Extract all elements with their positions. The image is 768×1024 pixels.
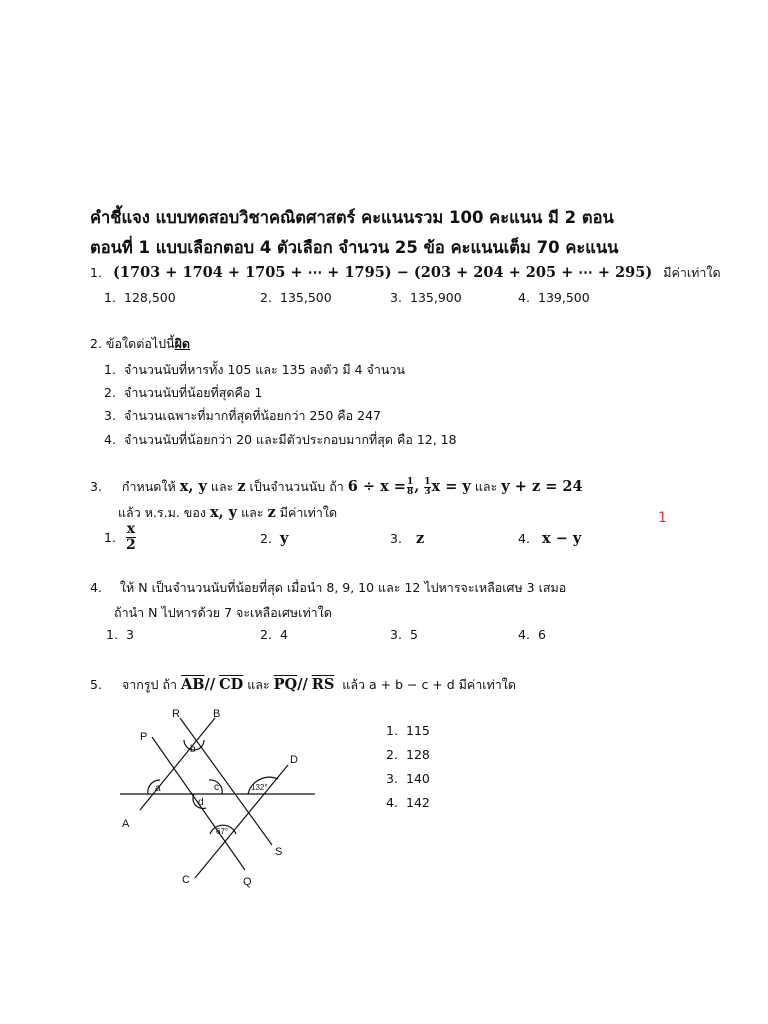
- option-text: 4: [280, 627, 288, 642]
- margin-score-mark: 1: [658, 510, 667, 526]
- q5-tail: แล้ว a + b − c + d มีค่าเท่าใด: [342, 677, 517, 692]
- angle-b-label: b: [190, 744, 196, 755]
- q3-and2: และ: [474, 479, 498, 494]
- option-number: 2.: [386, 747, 398, 762]
- label-b: B: [213, 708, 221, 720]
- q3-option[interactable]: [390, 530, 424, 547]
- q3-mid: เป็นจำนวนนับ ถ้า: [249, 479, 344, 494]
- q5-option[interactable]: [386, 795, 430, 810]
- q3-vars: x, y: [179, 478, 207, 495]
- instructions-line: คำชี้แจง แบบทดสอบวิชาคณิตศาสตร์ คะแนนรวม 100 คะแนน มี 2 ตอน: [90, 208, 614, 227]
- q1-expression: (1703 + 1704 + 1705 + ⋯ + 1795) − (203 + 204 + 205 + ⋯ + 295): [113, 264, 653, 281]
- q3-and: และ: [210, 479, 234, 494]
- question-1: [90, 262, 721, 283]
- question-number: 3.: [90, 479, 102, 494]
- q2-option[interactable]: [104, 430, 457, 450]
- option-text: 6: [538, 627, 546, 642]
- q1-option[interactable]: [390, 290, 462, 305]
- q2-option[interactable]: [104, 406, 381, 426]
- parallel-symbol: //: [297, 676, 308, 693]
- q2-option[interactable]: [104, 360, 405, 380]
- q3-line2-and: และ: [241, 505, 264, 520]
- segment-rs: $\overline{RS}$: [311, 676, 335, 693]
- q3-option[interactable]: [518, 530, 581, 547]
- q5-intro: จากรูป ถ้า: [121, 677, 178, 692]
- q3-option[interactable]: [104, 522, 136, 552]
- question-number: 4.: [90, 580, 102, 595]
- segment-ab: $\overline{AB}$: [181, 676, 205, 693]
- q5-option[interactable]: [386, 771, 430, 786]
- option-text: 115: [406, 723, 430, 738]
- option-number: 1.: [104, 362, 116, 377]
- frac-num: 1: [424, 477, 431, 487]
- option-text: จำนวนนับที่น้อยกว่า 20 และมีตัวประกอบมากที่สุด คือ 12, 18: [124, 432, 457, 447]
- question-5: [90, 675, 516, 695]
- question-3: [90, 477, 583, 497]
- angle-a-label: a: [155, 783, 161, 794]
- option-number: 1.: [106, 627, 118, 642]
- option-number: 3.: [390, 290, 402, 305]
- label-s: S: [275, 846, 283, 858]
- fraction-x-over-2: [126, 522, 136, 552]
- q4-line1: ให้ N เป็นจำนวนนับที่น้อยที่สุด เมื่อนำ 8, 9, 10 และ 12 ไปหารจะเหลือเศษ 3 เสมอ: [119, 580, 567, 595]
- q3-line2-text: แล้ว ห.ร.ม. ของ: [118, 505, 206, 520]
- q3-line2-vars: x, y: [209, 504, 238, 521]
- q4-option[interactable]: [390, 627, 418, 642]
- option-text: จำนวนนับที่น้อยที่สุดคือ 1: [124, 385, 263, 400]
- option-number: 3.: [390, 627, 402, 642]
- q1-option[interactable]: [104, 290, 176, 305]
- option-text: x − y: [542, 530, 582, 547]
- option-text: 135,500: [280, 290, 332, 305]
- angle-132-label: 132°: [251, 783, 268, 792]
- angle-c-label: c: [214, 782, 219, 793]
- fraction-one-eighth: [407, 478, 413, 497]
- option-text: 135,900: [410, 290, 462, 305]
- segment-cd: $\overline{CD}$: [219, 676, 244, 693]
- line-ab: [140, 718, 215, 810]
- option-text: 140: [406, 771, 430, 786]
- option-number: 4.: [104, 432, 116, 447]
- q3-option[interactable]: [260, 530, 288, 547]
- label-d: D: [290, 754, 298, 766]
- q3-eq1: 6 ÷ x =: [347, 478, 406, 495]
- question-2: [90, 334, 190, 354]
- angle-d-label: d: [198, 797, 204, 808]
- option-number: 2.: [260, 627, 272, 642]
- option-number: 3.: [104, 408, 116, 423]
- line-cd: [195, 765, 288, 878]
- option-number: 4.: [386, 795, 398, 810]
- q3-line2: [118, 503, 337, 523]
- angle-67-label: 67°: [216, 827, 229, 836]
- q4-option[interactable]: [106, 627, 134, 642]
- option-text: y: [280, 530, 289, 547]
- option-number: 2.: [260, 531, 272, 546]
- option-text: z: [416, 530, 425, 547]
- option-number: 1.: [104, 290, 116, 305]
- q2-emphasis: ผิด: [174, 336, 191, 351]
- option-text: 128,500: [124, 290, 176, 305]
- q4-option[interactable]: [518, 627, 546, 642]
- option-number: 4.: [518, 627, 530, 642]
- question-number: 1.: [90, 265, 102, 280]
- geometry-figure: [110, 700, 330, 895]
- frac-den: 2: [126, 536, 136, 553]
- q4-option[interactable]: [260, 627, 288, 642]
- option-text: 142: [406, 795, 430, 810]
- question-number: 5.: [90, 677, 102, 692]
- q5-option[interactable]: [386, 723, 430, 738]
- q3-line2-tail: มีค่าเท่าใด: [279, 505, 338, 520]
- option-number: 3.: [390, 531, 402, 546]
- q3-line2-z: z: [267, 504, 276, 521]
- label-a: A: [122, 818, 130, 830]
- segment-pq: $\overline{PQ}$: [273, 676, 298, 693]
- question-4: [90, 578, 566, 598]
- option-number: 1.: [386, 723, 398, 738]
- frac-num: x: [126, 521, 136, 537]
- q3-eq3: y + z = 24: [501, 478, 583, 495]
- label-q: Q: [243, 876, 252, 888]
- label-p: P: [140, 731, 148, 743]
- fraction-one-third: [424, 478, 430, 497]
- option-number: 1.: [104, 529, 116, 545]
- q5-option[interactable]: [386, 747, 430, 762]
- q2-stem: ข้อใดต่อไปนี้: [105, 336, 175, 351]
- q2-option[interactable]: [104, 383, 262, 403]
- option-number: 2.: [104, 385, 116, 400]
- q3-comma: ,: [414, 478, 420, 495]
- option-text: 5: [410, 627, 418, 642]
- question-number: 2.: [90, 336, 102, 351]
- option-text: 139,500: [538, 290, 590, 305]
- q4-line2: ถ้านำ N ไปหารด้วย 7 จะเหลือเศษเท่าใด: [114, 605, 332, 620]
- option-text: จำนวนเฉพาะที่มากที่สุดที่น้อยกว่า 250 คือ 247: [124, 408, 381, 423]
- option-text: จำนวนนับที่หารทั้ง 105 และ 135 ลงตัว มี 4 จำนวน: [124, 362, 405, 377]
- label-c: C: [182, 874, 190, 886]
- frac-den: 3: [424, 487, 431, 497]
- q3-eq2: x = y: [431, 478, 471, 495]
- frac-num: 1: [406, 477, 414, 487]
- q1-tail: มีค่าเท่าใด: [663, 265, 721, 280]
- option-number: 3.: [386, 771, 398, 786]
- q5-and: และ: [247, 677, 270, 692]
- parallel-symbol: //: [204, 676, 216, 693]
- q1-option[interactable]: [260, 290, 332, 305]
- option-text: 3: [126, 627, 134, 642]
- q3-intro: กำหนดให้: [121, 479, 176, 494]
- option-number: 4.: [518, 531, 530, 546]
- option-number: 2.: [260, 290, 272, 305]
- frac-den: 8: [406, 487, 414, 497]
- option-text: 128: [406, 747, 430, 762]
- q3-z: z: [237, 478, 246, 495]
- option-number: 4.: [518, 290, 530, 305]
- q1-option[interactable]: [518, 290, 590, 305]
- label-r: R: [172, 708, 180, 720]
- part-header: ตอนที่ 1 แบบเลือกตอบ 4 ตัวเลือก จำนวน 25 ข้อ คะแนนเต็ม 70 คะแนน: [90, 238, 619, 257]
